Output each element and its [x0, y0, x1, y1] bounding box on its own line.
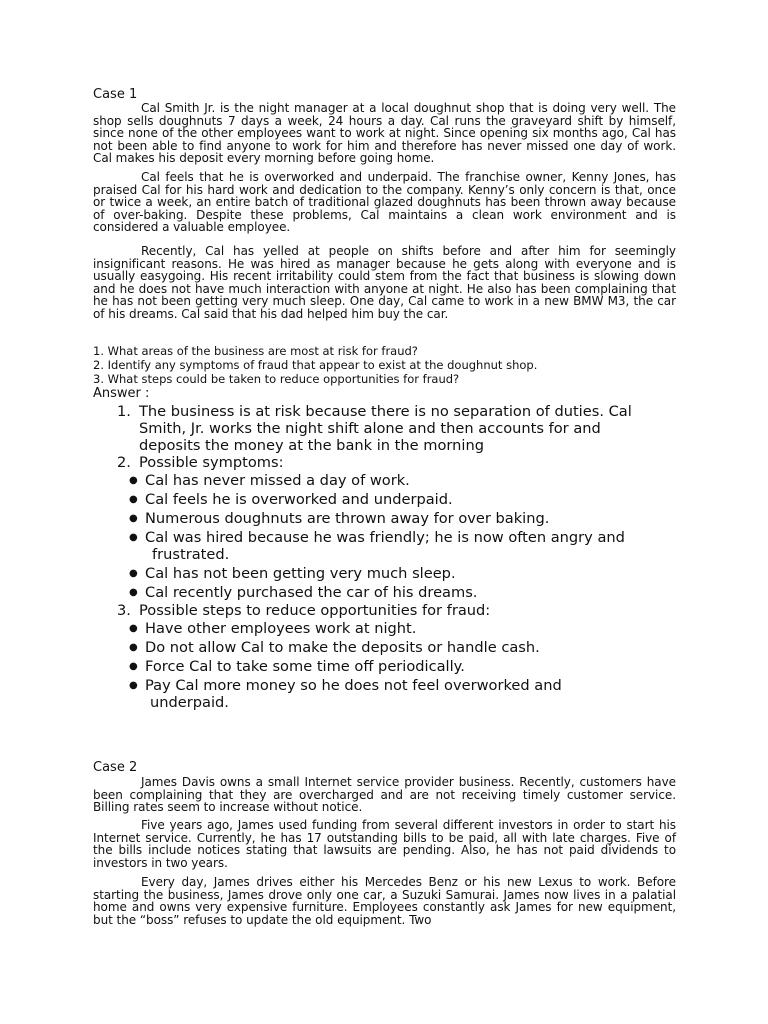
case1-paragraph-2: Cal feels that he is overworked and underpaid. The franchise owner, Kenny Jones, has praised Cal for his hard work and dedication to the company. Kenny’s only concern is that, once or twice a week, an entire batch of traditional glazed doughnuts has been thrown away because of over-baking. Despite these problems, Cal maintains a clean work environment and is considered a valuable employee.: [93, 170, 676, 235]
bullet-dot-icon: ●: [129, 680, 138, 691]
bullet-dot-icon: ●: [129, 513, 138, 524]
step-item: [129, 677, 562, 694]
step-item: [129, 620, 416, 637]
bullet-dot-icon: ●: [129, 587, 138, 598]
case1-paragraph-1: Cal Smith Jr. is the night manager at a local doughnut shop that is doing very well. The shop sells doughnuts 7 days a week, 24 hours a day. Cal runs the graveyard shift by himself, since none of the other employees want to work at night. Since opening six months ago, Cal has not been able to find anyone to work for him and therefore has never missed one day of work. Cal makes his deposit every morning before going home.: [93, 101, 676, 166]
symptom-text: Cal was hired because he was friendly; he is now often angry and: [145, 529, 625, 546]
answer-2-number: 2.: [117, 454, 131, 471]
symptom-text: Numerous doughnuts are thrown away for over baking.: [145, 510, 550, 527]
bullet-dot-icon: ●: [129, 623, 138, 634]
symptom-item: [129, 491, 453, 508]
symptom-text: Cal recently purchased the car of his dreams.: [145, 584, 478, 601]
answer-1-line-3: deposits the money at the bank in the morning: [139, 437, 484, 454]
step-text: Pay Cal more money so he does not feel overworked and: [145, 677, 562, 694]
bullet-dot-icon: ●: [129, 661, 138, 672]
symptom-text: Cal has not been getting very much sleep.: [145, 565, 456, 582]
step-text: Force Cal to take some time off periodically.: [145, 658, 465, 675]
case1-question-2: 2. Identify any symptoms of fraud that appear to exist at the doughnut shop.: [93, 358, 538, 372]
step-text: Do not allow Cal to make the deposits or handle cash.: [145, 639, 540, 656]
case2-paragraph-3: Every day, James drives either his Mercedes Benz or his new Lexus to work. Before starting the business, James drove only one car, a Suzuki Samurai. James now lives in a palatial home and owns very expensive furniture. Employees constantly ask James for new equipment, but the “boss” refuses to update the old equipment. Two: [93, 875, 676, 927]
step-text-continued: underpaid.: [150, 694, 229, 711]
step-item: [129, 639, 540, 656]
step-item: [129, 658, 465, 675]
symptom-text: Cal feels he is overworked and underpaid.: [145, 491, 453, 508]
answer-3-number: 3.: [117, 602, 131, 619]
answer-1-number: 1.: [117, 403, 131, 420]
bullet-dot-icon: ●: [129, 532, 138, 543]
case1-title: Case 1: [93, 87, 138, 102]
answer-1-line-1: The business is at risk because there is no separation of duties. Cal: [139, 403, 632, 420]
symptom-item: [129, 510, 549, 527]
answer-3-heading: Possible steps to reduce opportunities for fraud:: [139, 602, 491, 619]
answer-2-heading: Possible symptoms:: [139, 454, 284, 471]
case2-paragraph-2: Five years ago, James used funding from several different investors in order to start his Internet service. Currently, he has 17 outstanding bills to be paid, all with late charges. Five of the bills include notices stating that lawsuits are pending. Also, he has not paid dividends to investors in two years.: [93, 818, 676, 870]
answer-1-line-2: Smith, Jr. works the night shift alone and then accounts for and: [139, 420, 601, 437]
symptom-text-continued: frustrated.: [152, 546, 230, 563]
symptom-item: [129, 584, 477, 601]
answer-label: Answer :: [93, 386, 150, 401]
symptom-item: [129, 529, 625, 546]
symptom-item: [129, 472, 410, 489]
case1-question-3: 3. What steps could be taken to reduce opportunities for fraud?: [93, 372, 460, 386]
bullet-dot-icon: ●: [129, 494, 138, 505]
case1-question-1: 1. What areas of the business are most at risk for fraud?: [93, 344, 418, 358]
case2-paragraph-1: James Davis owns a small Internet service provider business. Recently, customers have been complaining that they are overcharged and are not receiving timely customer service. Billing rates seem to increase without notice.: [93, 775, 676, 815]
bullet-dot-icon: ●: [129, 642, 138, 653]
bullet-dot-icon: ●: [129, 568, 138, 579]
case2-title: Case 2: [93, 760, 138, 775]
bullet-dot-icon: ●: [129, 475, 138, 486]
symptom-item: [129, 565, 456, 582]
symptom-text: Cal has never missed a day of work.: [145, 472, 410, 489]
case1-paragraph-3: Recently, Cal has yelled at people on shifts before and after him for seemingly insignificant reasons. He was hired as manager because he gets along with everyone and is usually easygoing. His recent irritability could stem from the fact that business is slowing down and he does not have much interaction with anyone at night. He also has been complaining that he has not been getting very much sleep. One day, Cal came to work in a new BMW M3, the car of his dreams. Cal said that his dad helped him buy the car.: [93, 244, 676, 321]
step-text: Have other employees work at night.: [145, 620, 417, 637]
